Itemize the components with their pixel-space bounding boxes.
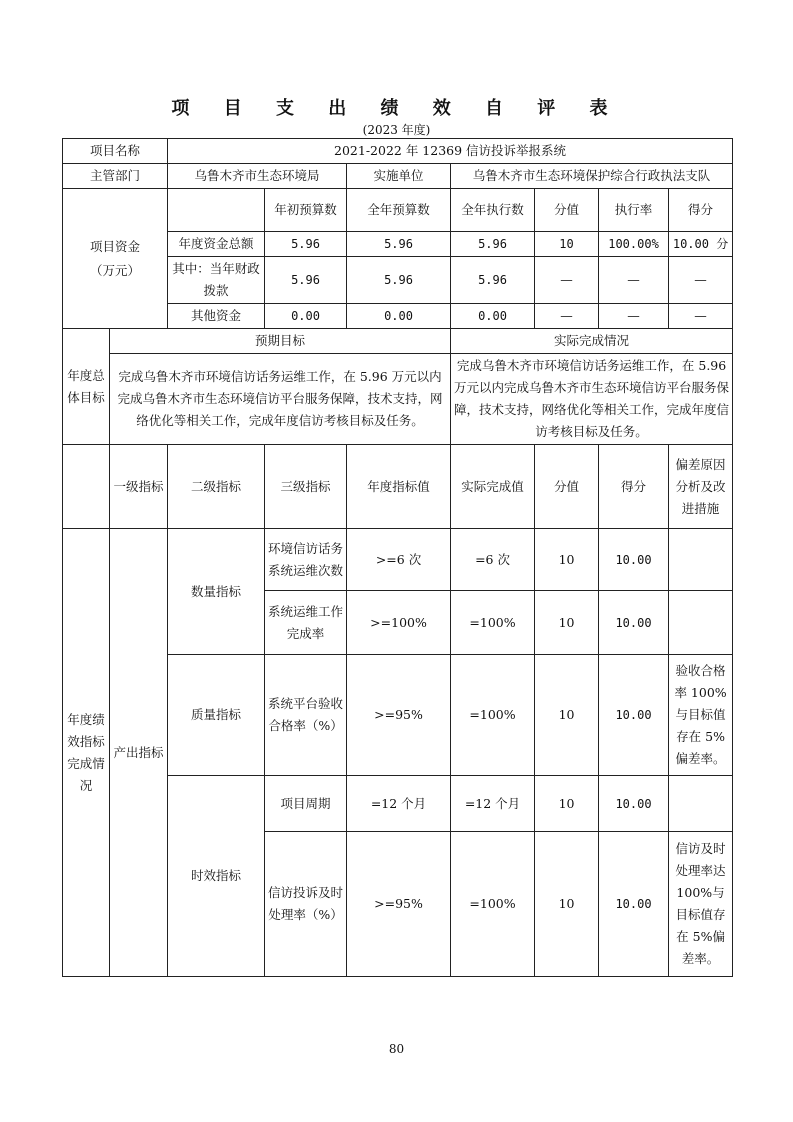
funds-cell: —	[599, 257, 669, 304]
unit-value: 乌鲁木齐市生态环境保护综合行政执法支队	[451, 164, 733, 189]
deviation-analysis: 验收合格率 100%与目标值存在 5%偏差率。	[669, 655, 733, 776]
funds-cell: 100.00%	[599, 232, 669, 257]
score: 10.00	[599, 776, 669, 832]
expected-goal-header: 预期目标	[110, 329, 451, 354]
quality-indicator-label: 质量指标	[168, 655, 265, 776]
page-title: 项 目 支 出 绩 效 自 评 表	[171, 98, 622, 119]
funds-cell: 5.96	[265, 232, 347, 257]
actual-completion-text: 完成乌鲁木齐市环境信访话务运维工作，在 5.96 万元以内完成乌鲁木齐市生态环境信访平台服务保障，技术支持，网络优化等相关工作，完成年度信访考核目标及任务。	[451, 354, 733, 445]
target-value: >=95%	[347, 832, 451, 977]
header-score: 得分	[599, 445, 669, 529]
level3-indicator: 信访投诉及时处理率（%）	[265, 832, 347, 977]
funds-cell: 10	[535, 232, 599, 257]
header-level2: 二级指标	[168, 445, 265, 529]
level1-output-label: 产出指标	[110, 529, 168, 977]
deviation-analysis	[669, 591, 733, 655]
header-target: 年度指标值	[347, 445, 451, 529]
project-name-value: 2021-2022 年 12369 信访投诉举报系统	[168, 139, 733, 164]
score: 10.00	[599, 591, 669, 655]
score-value: 10	[535, 832, 599, 977]
funds-cell: —	[535, 304, 599, 329]
funds-cell: —	[669, 304, 733, 329]
funds-header-annual-budget: 全年预算数	[347, 189, 451, 232]
funds-cell: 0.00	[451, 304, 535, 329]
score: 10.00	[599, 832, 669, 977]
deviation-analysis	[669, 529, 733, 591]
expected-goal-text: 完成乌鲁木齐市环境信访话务运维工作，在 5.96 万元以内完成乌鲁木齐市生态环境信访平台服务保障，技术支持，网络优化等相关工作，完成年度信访考核目标及任务。	[110, 354, 451, 445]
funds-row-label: 年度资金总额	[168, 232, 265, 257]
funds-cell: 5.96	[451, 257, 535, 304]
actual-completion-header: 实际完成情况	[451, 329, 733, 354]
score: 10.00	[599, 529, 669, 591]
funds-header-exec-rate: 执行率	[599, 189, 669, 232]
project-name-label: 项目名称	[63, 139, 168, 164]
report-year: (2023 年度)	[362, 123, 431, 137]
level3-indicator: 系统平台验收合格率（%）	[265, 655, 347, 776]
funds-cell: 10.00 分	[669, 232, 733, 257]
target-value: >=6 次	[347, 529, 451, 591]
funds-cell: 0.00	[265, 304, 347, 329]
table-row	[63, 529, 733, 591]
funds-cell: 0.00	[347, 304, 451, 329]
deviation-analysis	[669, 776, 733, 832]
score-value: 10	[535, 776, 599, 832]
header-analysis: 偏差原因分析及改进措施	[669, 445, 733, 529]
actual-value: =100%	[451, 655, 535, 776]
target-value: >=100%	[347, 591, 451, 655]
funds-header-executed: 全年执行数	[451, 189, 535, 232]
funds-row-label: 其他资金	[168, 304, 265, 329]
level3-indicator: 系统运维工作完成率	[265, 591, 347, 655]
actual-value: =12 个月	[451, 776, 535, 832]
header-score-value: 分值	[535, 445, 599, 529]
funds-cell: 5.96	[265, 257, 347, 304]
target-value: =12 个月	[347, 776, 451, 832]
header-level3: 三级指标	[265, 445, 347, 529]
dept-value: 乌鲁木齐市生态环境局	[168, 164, 347, 189]
deviation-analysis: 信访及时处理率达 100%与目标值存在 5%偏差率。	[669, 832, 733, 977]
actual-value: =100%	[451, 832, 535, 977]
funds-header-score-value: 分值	[535, 189, 599, 232]
funds-row-label: 其中：当年财政拨款	[168, 257, 265, 304]
unit-label: 实施单位	[347, 164, 451, 189]
funds-cell: 5.96	[347, 232, 451, 257]
score-value: 10	[535, 591, 599, 655]
actual-value: =100%	[451, 591, 535, 655]
funds-header-initial-budget: 年初预算数	[265, 189, 347, 232]
funds-header-score: 得分	[669, 189, 733, 232]
quantity-indicator-label: 数量指标	[168, 529, 265, 655]
page-number: 80	[388, 1042, 405, 1056]
funds-cell: 5.96	[347, 257, 451, 304]
annual-goals-label: 年度总体目标	[63, 329, 110, 445]
self-evaluation-table	[62, 138, 733, 977]
header-actual: 实际完成值	[451, 445, 535, 529]
funds-cell: 5.96	[451, 232, 535, 257]
actual-value: =6 次	[451, 529, 535, 591]
funds-cell: —	[535, 257, 599, 304]
funds-cell: —	[599, 304, 669, 329]
funds-cell: —	[669, 257, 733, 304]
score-value: 10	[535, 529, 599, 591]
score: 10.00	[599, 655, 669, 776]
performance-section-label: 年度绩效指标完成情况	[63, 529, 110, 977]
dept-label: 主管部门	[63, 164, 168, 189]
level3-indicator: 项目周期	[265, 776, 347, 832]
funds-label: 项目资金 （万元）	[63, 189, 168, 329]
timeliness-indicator-label: 时效指标	[168, 776, 265, 977]
score-value: 10	[535, 655, 599, 776]
level3-indicator: 环境信访话务系统运维次数	[265, 529, 347, 591]
target-value: >=95%	[347, 655, 451, 776]
header-level1: 一级指标	[110, 445, 168, 529]
